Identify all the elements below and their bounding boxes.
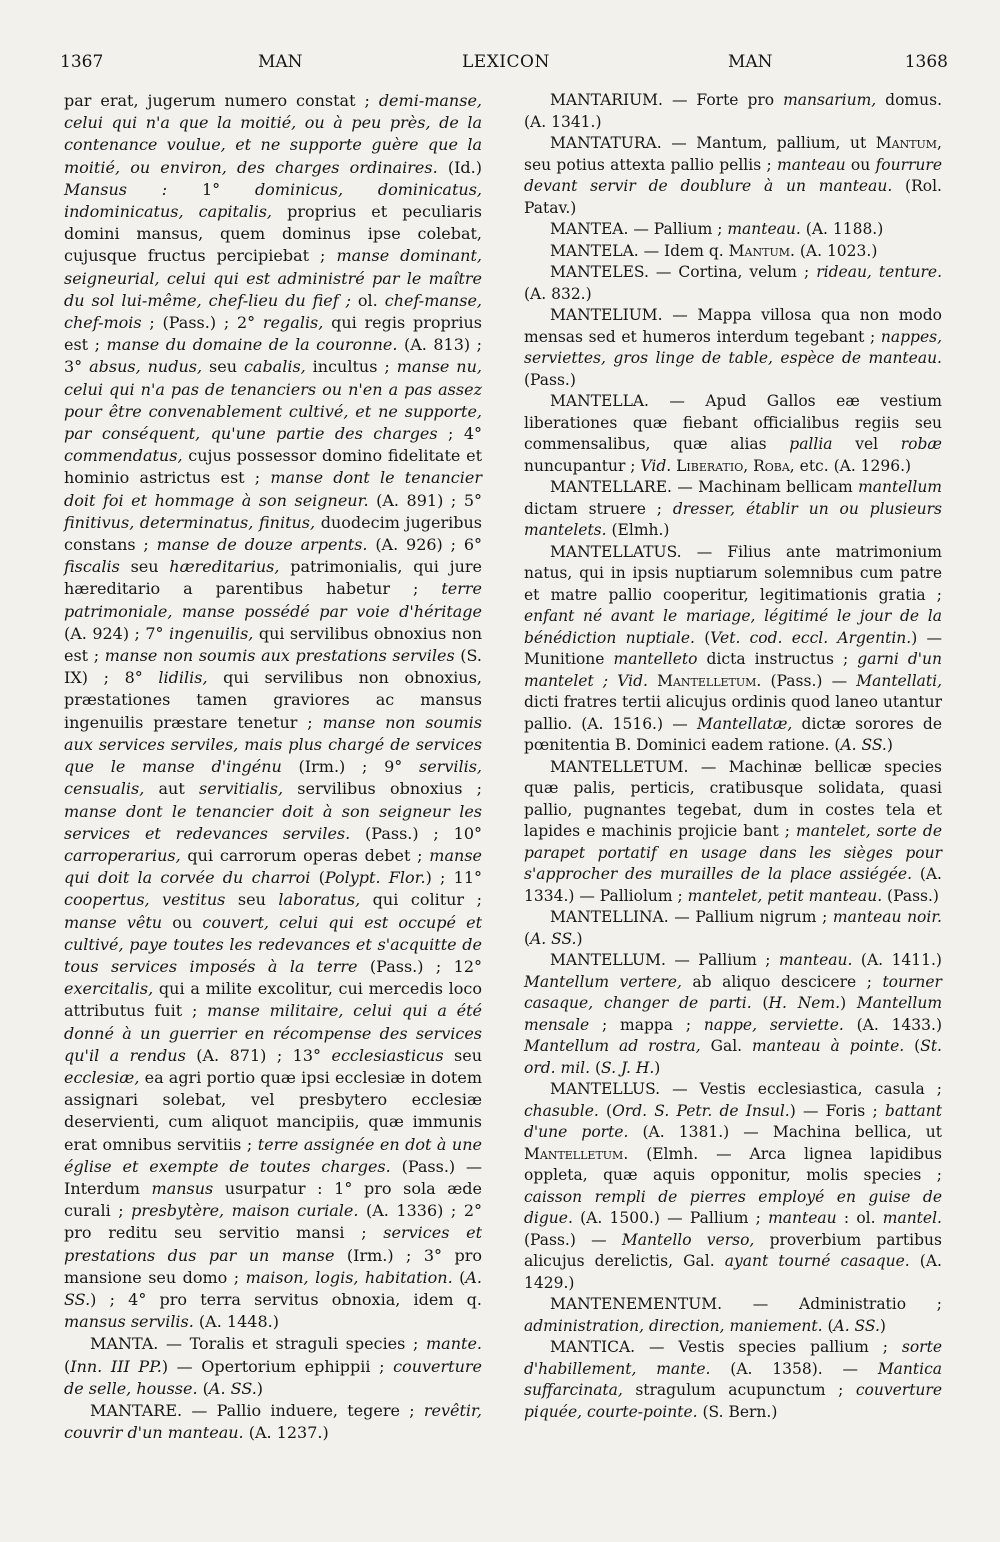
italic-text: A. SS. [833,1316,880,1335]
entry-text: seu [202,357,244,377]
italic-text: manteau [768,1209,837,1227]
italic-text: Mansus : [64,179,202,199]
small-caps-text: Mantelletum. [524,1144,629,1163]
entry-text [648,672,657,690]
italic-text: Mantica suffarcinata, [524,1359,943,1399]
entry-text: (A. 1237.) [243,1423,329,1443]
entry-text: seu [443,1045,482,1065]
entry-text: (Irm.) ; 3° pro mansione seu domo ; [64,1245,482,1287]
entry-text: ) — Foris ; [789,1101,885,1120]
italic-text: servitialis, [198,779,284,799]
italic-text: fiscalis [64,557,120,577]
italic-text: Mantellati, [856,671,942,690]
entry-text: ) [256,1378,264,1398]
italic-text: coopertus, vestitus [64,890,226,910]
italic-text: couverture de selle, housse. [64,1356,482,1398]
italic-text: servilis, censualis, [64,757,483,799]
italic-text: exercitalis, [64,979,154,999]
italic-text: regalis, [262,313,324,333]
running-header [60,52,948,84]
italic-text: chef-manse, chef-mois [64,290,482,333]
italic-text: rideau, tenture. [816,263,942,281]
italic-text: nappes, serviettes, gros linge de table, espèce de manteau. [524,327,942,367]
italic-text: Mantellum mensale [524,994,943,1034]
italic-text: mantelet, sorte de parapet portatif en usage dans les sièges pour s'approcher des murailles de la place assiégée. [524,822,942,883]
entry-text: ; mappa ; [589,1015,704,1034]
left-column [64,90,482,1444]
entry-text: dicti fratres tertii alicujus ordinis quod laneo utantur pallio. (A. 1516.) — [524,693,942,733]
italic-text: manse nu, celui qui n'a pas de tenanciers ou n'en a pas assez pour être convenablement cultivé, et ne supporte, par conséquent, qu'une partie des charges [64,357,483,444]
dictionary-entry [524,262,942,305]
dictionary-entry [524,133,942,219]
entry-text: (A. 1429.) [524,1252,942,1292]
entry-text: ab aliquo descicere ; [681,972,883,991]
entry-text: ( [452,1267,466,1287]
entry-text: (Pass.) — [761,671,857,690]
italic-text: manteau [777,155,846,174]
entry-text: ( [590,1058,602,1077]
entry-text: (Elmh.) [606,521,670,539]
entry-text: ) [576,929,583,948]
entry-text: qui colitur ; [360,890,483,910]
left-guide-word: MAN [258,52,303,72]
italic-text: mansarium, [783,91,877,109]
entry-text: ) — Opertorium ephippii ; [161,1356,394,1376]
entry-text: (A. 1358). — [710,1359,878,1378]
entry-text: (Pass.) [524,370,576,389]
right-guide-word: MAN [728,52,773,72]
italic-text: mansus servilis. [64,1312,194,1332]
entry-text: seu potius attexta pallio pellis ; [524,155,778,174]
dictionary-entry [524,219,942,241]
entry-text: (A. 1381.) — Machina bellica, ut [628,1123,942,1141]
entry-text: MANTELLUM. — Pallium ; [550,951,779,969]
italic-text: chasuble. [524,1101,599,1120]
entry-text: seu [225,890,279,910]
italic-text: manse non soumis aux prestations serviles [104,646,455,666]
entry-text: (Pass.) ; 12° [357,956,483,976]
entry-text: ( [598,1101,613,1120]
italic-text: Mantello verso, [621,1230,755,1249]
entry-text: ea agri portio quæ ipsi ecclesiæ in dotem assignari solebat, vel presbytero ecclesiæ deservienti, cum aliquot mancipiis, quæ immunis erat omnibus servitiis ; [64,1067,482,1154]
entry-text: (Pass.) [882,886,939,905]
dictionary-entry [524,907,942,950]
italic-text: manse dont le tenancier doit foi et hommage à son seigneur. [64,468,483,510]
entry-text: ; 4° [437,424,482,444]
entry-text: (A. 832.) [524,284,592,303]
entry-text: ( [64,1356,71,1376]
entry-text: ( [694,628,711,647]
entry-text: ( [822,1316,834,1335]
italic-text: Mantellum ad rostra, [524,1037,701,1055]
italic-text: robæ [900,435,942,453]
right-page-number: 1368 [904,52,948,72]
entry-text: (A. 1336) ; 2° pro reditu seu servitio mansi ; [64,1201,483,1243]
entry-text: (A. 1334.) — Palliolum ; [524,865,942,905]
italic-text: dresser, établir un ou plusieurs mantelets. [524,499,943,539]
entry-text: ; (Pass.) ; 2° [141,313,263,333]
entry-text: vel [832,435,901,453]
dictionary-entry [524,477,942,542]
italic-text: sorte d'habillement, mante. [524,1338,942,1378]
entry-text: ol. [350,290,385,310]
italic-text: ayant tourné casaque. [724,1252,910,1270]
entry-text: (A. 1023.) [794,241,878,260]
italic-text: lidilis, [158,668,208,688]
entry-text: ) [886,736,893,754]
entry-text: MANTARE. — Pallio induere, tegere ; [90,1400,424,1420]
italic-text: battant d'une porte. [524,1101,942,1141]
entry-text: patrimonialis, qui jure hæreditario a parentibus habetur ; [64,557,482,599]
italic-text: laboratus, [278,890,361,910]
dictionary-entry [524,757,942,908]
italic-text: manteau noir. [832,908,942,926]
italic-text: couvert, celui qui est occupé et cultivé, paye toutes les redevances et s'acquitte de tous services imposés à la terre [64,912,483,976]
entry-text: (Pass.) ; 10° [350,823,482,843]
italic-text: administration, direction, maniement. [524,1316,823,1335]
entry-text: aut [144,779,199,799]
entry-text: 1° [201,179,255,199]
italic-text: manse dominant, seigneurial, celui qui est administré par le maître du sol lui-même, chef-lieu du fief ; [64,246,483,310]
entry-text: MANTENEMENTUM. — Administratio ; [550,1295,942,1313]
small-caps-text: Mantelletum. [657,671,762,690]
entry-text: ) ; 11° [425,868,482,888]
entry-text: proprius et peculiaris domini mansus, quem dominus ipse colebat, cujusque fructus percipiebat ; [64,202,483,266]
dictionary-entry [524,1294,942,1337]
entry-text: ou [162,912,203,932]
entry-text: dicta instructus ; [697,650,858,668]
entry-text: cujus possessor domino fidelitate et hominio astrictus est ; [64,446,482,488]
italic-text: Mantellum vertere, [524,972,682,991]
entry-text: ) [840,994,857,1012]
entry-text: MANTEA. — Pallium ; [550,220,728,238]
entry-text: ( [310,868,325,888]
italic-text: A. SS. [64,1267,482,1309]
entry-text: duodecim jugeribus constans ; [64,512,482,555]
italic-text: terre assignée en dot à une église et exempte de toutes charges. [64,1134,482,1176]
entry-text: MANTA. — Toralis et straguli species ; [90,1334,426,1354]
entry-text: (Rol. Patav.) [524,177,942,217]
dictionary-entry [64,1400,482,1444]
entry-text: (A. 813) ; 3° [64,335,483,377]
italic-text: fourrure devant servir de doublure à un manteau. [524,155,942,195]
italic-text: mansus [151,1178,214,1198]
dictionary-entry [524,391,942,477]
entry-text: MANTELLINA. — Pallium nigrum ; [550,908,833,926]
entry-text: MANTARIUM. — Forte pro [550,91,784,109]
italic-text: revêtir, couvrir d'un manteau. [64,1400,482,1443]
entry-text: (Pass.) — [524,1230,622,1249]
italic-text: cabalis, [243,357,306,377]
italic-text: mantelleto [613,650,698,668]
italic-text: tourner casaque, changer de parti. [524,972,942,1012]
italic-text: manteau à pointe. [752,1037,905,1055]
entry-text: MANTICA. — Vestis species pallium ; [550,1338,902,1356]
dictionary-entry [524,241,942,263]
entry-text: qui servilibus obnoxius non est ; [64,623,482,666]
italic-text: ingenuilis, [169,623,254,643]
italic-text: manse dont le tenancier doit à son seigneur les services et redevances serviles. [64,801,482,843]
entry-text: (S. Bern.) [697,1402,778,1421]
entry-text: (A. 1500.) — Pallium ; [572,1209,769,1227]
entry-text: (A. 891) ; 5° [368,490,482,510]
entry-text: (Irm.) ; 9° [281,757,419,777]
italic-text: S. J. H. [601,1058,655,1077]
italic-text: manse militaire, celui qui a été donné à un guerrier en récompense des services qu'il a rendus [64,1001,482,1065]
entry-text: ( [751,994,769,1012]
left-page-number: 1367 [60,52,104,72]
italic-text: commendatus, [64,446,183,466]
entry-text: (A. 926) ; 6° [367,535,483,555]
italic-text: manse vêtu [64,912,163,932]
small-caps-text: Mantum, [875,134,942,152]
entry-text: MANTELES. — Cortina, velum ; [550,263,817,281]
entry-text: MANTELIUM. — Mappa villosa qua non modo mensas sed et humeros interdum tegebant ; [524,306,942,346]
entry-text: MANTELA. — Idem q. [550,241,729,260]
italic-text: dominicus, dominicatus, indominicatus, capitalis, [64,179,483,222]
italic-text: A. SS. [840,736,887,754]
italic-text: manse non soumis aux services serviles, mais plus chargé de services que le manse d'ingénu [64,712,482,777]
entry-text: ) — Munitione [524,628,942,668]
entry-text: MANTELLA. — Apud Gallos eæ vestium liberationes quæ fiebant officialibus regiis seu commensalibus, quæ alias [524,392,942,453]
entry-text: Gal. [700,1037,753,1055]
italic-text: demi-manse, celui qui n'a que la moitié, ou à peu près, de la contenance voulue, et ne supporte guère que la moitié, ou environ, des charges ordinaires. [64,91,482,177]
entry-text: (Pass.) — Interdum [64,1156,483,1198]
entry-text: usurpatur : 1° pro sola æde curali ; [64,1178,482,1221]
italic-text: manteau. [727,220,801,238]
dictionary-entry [524,950,942,1079]
italic-text: manteau. [778,951,853,969]
italic-text: Inn. III PP. [70,1356,162,1376]
dictionary-entry [64,1333,482,1400]
entry-text: : ol. [836,1209,883,1227]
italic-text: A. SS. [530,929,577,948]
entry-text: ) [654,1058,661,1077]
dictionary-entry [524,542,942,757]
entry-text: MANTELLARE. — Machinam bellicam [550,478,859,496]
entry-text: qui servilibus non obnoxius, præstationes tamen graviores ac mansus ingenuilis præstare tenetur ; [64,668,483,732]
entry-text: MANTELLUS. — Vestis ecclesiastica, casula ; [550,1080,942,1098]
italic-text: absus, nudus, [89,357,203,377]
small-caps-text: Liberatio, Roba, [676,456,795,475]
italic-text: ecclesiæ, [64,1067,140,1087]
italic-text: caisson rempli de pierres employé en guise de digue. [524,1187,942,1227]
entry-text: incultus ; [305,357,397,377]
italic-text: hæreditarius, [169,557,280,577]
entry-text: (Elmh. — Arca lignea lapidibus oppleta, quæ aquis opponitur, molis species ; [524,1144,942,1184]
entry-text: qui carrorum operas debet ; [180,845,430,865]
italic-text: couverture piquée, courte-pointe. [524,1381,942,1421]
entry-text: par erat, jugerum numero constat ; [64,91,379,110]
italic-text: maison, logis, habitation. [245,1267,453,1287]
entry-text: domus. (A. 1341.) [524,91,942,131]
entry-text: (S. IX) ; 8° [64,646,482,688]
entry-text: dictæ sorores de pœnitentia B. Dominici eadem ratione. ( [524,714,942,754]
dictionary-entry [524,1079,942,1294]
italic-text: ecclesiasticus [331,1045,444,1065]
italic-text: services et prestations dus par un manse [64,1223,482,1265]
entry-text: ( [524,929,531,948]
entry-text: (A. 1188.) [800,220,884,238]
entry-text: ) [879,1316,886,1335]
italic-text: manse du domaine de la couronne. [106,335,398,355]
italic-text: H. Nem. [768,994,841,1012]
italic-text: finitivus, determinatus, finitus, [64,512,316,532]
entry-text: (A. 1411.) [852,951,942,969]
entry-text: ou [845,155,876,174]
dictionary-entry [524,90,942,133]
entry-text: servilibus obnoxius ; [283,779,482,799]
entry-text: (A. 871) ; 13° [185,1045,332,1065]
italic-text: nappe, serviette. [703,1015,844,1034]
italic-text: mantellum [858,478,942,496]
italic-text: enfant né avant le mariage, légitimé le jour de la bénédiction nuptiale. [524,607,942,647]
italic-text: Ord. S. Petr. de Insul. [612,1101,790,1120]
italic-text: mante. [426,1334,482,1354]
entry-text: nuncupantur ; [524,456,641,475]
italic-text: St. ord. mil. [524,1037,942,1077]
entry-text: ) ; 4° pro terra servitus obnoxia, idem q. [90,1289,482,1309]
entry-text: (Id.) [437,157,482,177]
dictionary-entry [524,305,942,391]
italic-text: garni d'un mantelet ; Vid. [524,650,942,690]
entry-text: stragulum acupunctum ; [622,1381,856,1399]
italic-text: Polypt. Flor. [324,868,426,888]
entry-text: ( [904,1037,921,1055]
italic-text: Vid. [640,456,672,475]
italic-text: manse de douze arpents. [156,535,368,555]
entry-text: dictam struere ; [524,499,673,518]
italic-text: terre patrimoniale, manse possédé par voie d'héritage [64,579,482,621]
entry-text: (A. 1448.) [193,1312,279,1332]
dictionary-entry [524,1337,942,1423]
right-column [524,90,942,1423]
entry-text: (A. 1433.) [843,1015,942,1034]
header-title: LEXICON [462,52,550,72]
entry-text: qui regis proprius est ; [64,313,483,355]
italic-text: manse qui doit la corvée du charroi [64,845,482,888]
entry-text: MANTELLATUS. — Filius ante matrimonium natus, qui in ipsis nuptiarum solemnibus cum patre et matre pallio cooperitur, legitimationis gratia ; [524,542,942,604]
italic-text: Mantellatæ, [696,714,793,733]
entry-text: proverbium partibus alicujus derelictis, Gal. [524,1230,942,1270]
entry-text: qui a milite excolitur, cui mercedis loco attributus fuit ; [64,979,482,1021]
italic-text: presbytère, maison curiale. [131,1201,359,1221]
italic-text: carroperarius, [64,845,181,865]
entry-text: MANTATURA. — Mantum, pallium, ut [550,134,876,152]
entry-text: ( [197,1378,209,1398]
small-caps-text: Mantum. [728,241,795,260]
italic-text: pallia [789,435,833,453]
entry-text: etc. (A. 1296.) [794,456,912,475]
entry-text: MANTELLETUM. — Machinæ bellicæ species quæ palis, perticis, cratibusque solidata, quasi pallio, pugnantes tegebat, dum in costes tela et lapides e machinis projicie bant ; [524,757,942,840]
italic-text: mantel. [882,1209,942,1227]
italic-text: Vet. cod. eccl. Argentin. [710,628,912,647]
entry-text: seu [119,557,170,577]
italic-text: A. SS. [208,1378,257,1398]
entry-continuation [64,90,482,1333]
italic-text: mantelet, petit manteau. [687,886,883,905]
entry-text: (A. 924) ; 7° [64,623,169,643]
